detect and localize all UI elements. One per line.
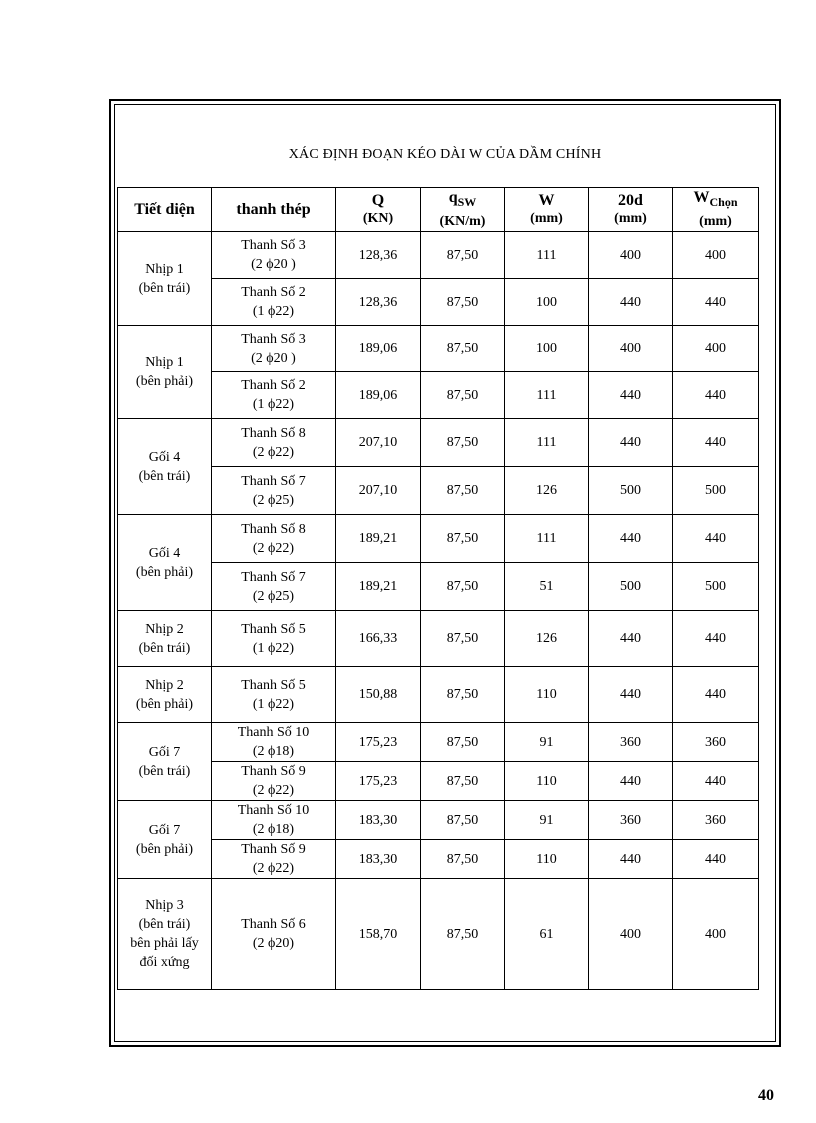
wchon-cell: 500 (673, 467, 759, 515)
table-row (118, 372, 759, 419)
header-section: Tiết diện (118, 188, 212, 232)
q-cell: 189,21 (336, 563, 421, 611)
table-row (118, 232, 759, 279)
wchon-cell: 440 (673, 372, 759, 419)
q-cell: 166,33 (336, 611, 421, 667)
w-cell: 111 (505, 515, 589, 563)
d20-cell: 400 (589, 326, 673, 372)
section-line: Nhịp 1 (145, 355, 184, 370)
qsw-cell: 87,50 (421, 326, 505, 372)
bar-cell (212, 372, 336, 419)
section-line: Gối 7 (148, 744, 181, 760)
wchon-cell: 440 (673, 611, 759, 667)
q-cell: 175,23 (336, 723, 421, 762)
d20-cell: 440 (589, 667, 673, 723)
section-line: Nhịp 2 (145, 677, 184, 693)
bar-line: (2 ϕ22) (252, 540, 295, 556)
wchon-cell: 500 (673, 563, 759, 611)
d20-cell: 360 (589, 723, 673, 762)
table-row (118, 467, 759, 515)
header-row (118, 188, 759, 232)
d20-cell: 500 (589, 563, 673, 611)
bar-cell (212, 419, 336, 467)
table-row (118, 667, 759, 723)
d20-cell: 440 (589, 515, 673, 563)
bar-cell (212, 279, 336, 326)
table-row (118, 326, 759, 372)
bar-line: (1 ϕ22) (252, 696, 295, 712)
bar-cell (212, 762, 336, 801)
qsw-cell: 87,50 (421, 840, 505, 879)
q-cell: 207,10 (336, 419, 421, 467)
section-cell (118, 326, 212, 419)
wchon-cell: 440 (673, 667, 759, 723)
q-cell: 128,36 (336, 279, 421, 326)
w-cell: 110 (505, 762, 589, 801)
section-line: Nhịp 1 (145, 261, 184, 277)
bar-line: (2 ϕ25) (252, 492, 295, 508)
bar-cell (212, 879, 336, 990)
bar-line: (1 ϕ22) (252, 397, 295, 412)
section-cell (118, 515, 212, 611)
w-cell: 111 (505, 372, 589, 419)
wchon-cell: 440 (673, 762, 759, 801)
header-wchon: $W_{Chọn}$ (mm) (673, 188, 759, 232)
bar-line: Thanh Số 5 (241, 677, 306, 693)
table-title: XÁC ĐỊNH ĐOẠN KÉO DÀI W CỦA DẦM CHÍNH (288, 147, 602, 162)
section-cell (118, 611, 212, 667)
qsw-cell: 87,50 (421, 801, 505, 840)
section-line: (bên trái) (138, 763, 191, 779)
qsw-cell: 87,50 (421, 762, 505, 801)
page-frame (109, 99, 781, 1047)
wchon-cell: 400 (673, 326, 759, 372)
section-cell (118, 419, 212, 515)
table-row (118, 762, 759, 801)
d20-cell: 440 (589, 279, 673, 326)
bar-line: (2 ϕ25) (252, 588, 295, 604)
q-cell: 189,21 (336, 515, 421, 563)
header-bar: thanh thép (212, 188, 336, 232)
q-cell: 183,30 (336, 801, 421, 840)
section-cell (118, 879, 212, 990)
bar-line: Thanh Số 3 (241, 238, 306, 253)
inner-frame (114, 104, 776, 1042)
bar-cell (212, 840, 336, 879)
d20-cell: 440 (589, 762, 673, 801)
bar-line: Thanh Số 3 (241, 331, 306, 347)
d20-cell: 440 (589, 419, 673, 467)
section-line: Gối 7 (148, 822, 181, 838)
wchon-cell: 400 (673, 232, 759, 279)
w-cell: 61 (505, 879, 589, 990)
section-line: Nhịp 2 (145, 621, 184, 637)
bar-cell (212, 326, 336, 372)
section-line: (bên trái) (138, 468, 191, 484)
qsw-cell: 87,50 (421, 467, 505, 515)
w-cell: 111 (505, 419, 589, 467)
q-cell: 189,06 (336, 372, 421, 419)
qsw-cell: 87,50 (421, 879, 505, 990)
bar-line: Thanh Số 10 (237, 725, 310, 740)
section-cell (118, 801, 212, 879)
bar-line: (2 ϕ20 ) (251, 257, 296, 272)
q-cell: 150,88 (336, 667, 421, 723)
qsw-cell: 87,50 (421, 232, 505, 279)
table-row (118, 419, 759, 467)
bar-line: Thanh Số 7 (241, 473, 306, 489)
q-cell: 128,36 (336, 232, 421, 279)
q-cell: 207,10 (336, 467, 421, 515)
section-line: bên phải lấy (130, 936, 199, 951)
bar-line: Thanh Số 8 (241, 425, 306, 441)
q-cell: 175,23 (336, 762, 421, 801)
bar-line: Thanh Số 7 (241, 569, 306, 585)
section-line: (bên phải) (135, 841, 194, 857)
table-row (118, 801, 759, 840)
table-row (118, 723, 759, 762)
section-cell (118, 723, 212, 801)
bar-cell (212, 515, 336, 563)
d20-cell: 360 (589, 801, 673, 840)
wchon-cell: 440 (673, 419, 759, 467)
wchon-cell: 360 (673, 801, 759, 840)
table-row (118, 515, 759, 563)
bar-line: (2 ϕ22) (252, 783, 295, 798)
header-w: W (mm) (505, 188, 589, 232)
bar-line: Thanh Số 8 (241, 521, 306, 537)
qsw-cell: 87,50 (421, 723, 505, 762)
bar-line: (2 ϕ18) (252, 822, 295, 837)
section-line: (bên trái) (138, 640, 191, 656)
w-cell: 126 (505, 611, 589, 667)
qsw-cell: 87,50 (421, 667, 505, 723)
section-line: (bên trái) (138, 280, 191, 296)
bar-line: (2 ϕ18) (252, 744, 295, 759)
qsw-cell: 87,50 (421, 372, 505, 419)
w-cell: 110 (505, 840, 589, 879)
wchon-cell: 440 (673, 515, 759, 563)
w-cell: 51 (505, 563, 589, 611)
bar-line: (2 ϕ22) (252, 861, 295, 876)
bar-line: Thanh Số 2 (241, 378, 306, 393)
table-row (118, 879, 759, 990)
bar-cell (212, 801, 336, 840)
q-cell: 183,30 (336, 840, 421, 879)
qsw-cell: 87,50 (421, 563, 505, 611)
w-cell: 126 (505, 467, 589, 515)
wchon-cell: 440 (673, 279, 759, 326)
bar-line: Thanh Số 6 (241, 917, 306, 932)
section-line: (bên phải) (135, 564, 194, 580)
wchon-cell: 400 (673, 879, 759, 990)
d20-cell: 400 (589, 232, 673, 279)
table-row (118, 279, 759, 326)
table-body (118, 232, 759, 990)
bar-cell (212, 467, 336, 515)
w-cell: 100 (505, 279, 589, 326)
bar-line: Thanh Số 9 (241, 764, 306, 779)
qsw-cell: 87,50 (421, 279, 505, 326)
bar-line: (1 ϕ22) (252, 640, 295, 656)
bar-cell (212, 611, 336, 667)
wchon-cell: 440 (673, 840, 759, 879)
section-cell (118, 232, 212, 326)
section-line: (bên phải) (135, 696, 194, 712)
header-qsw: $q_{SW}$ (KN/m) (421, 188, 505, 232)
bar-line: (2 ϕ20) (252, 936, 295, 951)
header-q: Q (KN) (336, 188, 421, 232)
bar-cell (212, 667, 336, 723)
bar-cell (212, 563, 336, 611)
section-line: (bên phải) (135, 374, 194, 389)
bar-line: (2 ϕ20 ) (251, 350, 296, 366)
bar-line: Thanh Số 2 (241, 285, 306, 300)
bar-cell (212, 723, 336, 762)
d20-cell: 440 (589, 611, 673, 667)
section-line: Nhịp 3 (145, 898, 184, 913)
q-cell: 158,70 (336, 879, 421, 990)
section-line: Gối 4 (148, 545, 181, 561)
data-table (117, 187, 759, 990)
bar-line: (2 ϕ22) (252, 444, 295, 460)
table-row (118, 840, 759, 879)
bar-line: Thanh Số 5 (241, 621, 306, 637)
q-cell: 189,06 (336, 326, 421, 372)
section-line: đối xứng (139, 955, 190, 970)
bar-cell (212, 232, 336, 279)
bar-line: Thanh Số 10 (237, 803, 310, 818)
qsw-cell: 87,50 (421, 419, 505, 467)
bar-line: (1 ϕ22) (252, 304, 295, 319)
qsw-cell: 87,50 (421, 515, 505, 563)
header-20d: 20d (mm) (589, 188, 673, 232)
table-row (118, 563, 759, 611)
d20-cell: 400 (589, 879, 673, 990)
section-cell (118, 667, 212, 723)
d20-cell: 440 (589, 840, 673, 879)
w-cell: 100 (505, 326, 589, 372)
table-row (118, 611, 759, 667)
bar-line: Thanh Số 9 (241, 842, 306, 857)
page-number: 40 (758, 1087, 774, 1104)
d20-cell: 500 (589, 467, 673, 515)
w-cell: 91 (505, 723, 589, 762)
w-cell: 91 (505, 801, 589, 840)
section-line: Gối 4 (148, 449, 181, 465)
qsw-cell: 87,50 (421, 611, 505, 667)
w-cell: 111 (505, 232, 589, 279)
w-cell: 110 (505, 667, 589, 723)
section-line: (bên trái) (138, 917, 191, 932)
d20-cell: 440 (589, 372, 673, 419)
wchon-cell: 360 (673, 723, 759, 762)
